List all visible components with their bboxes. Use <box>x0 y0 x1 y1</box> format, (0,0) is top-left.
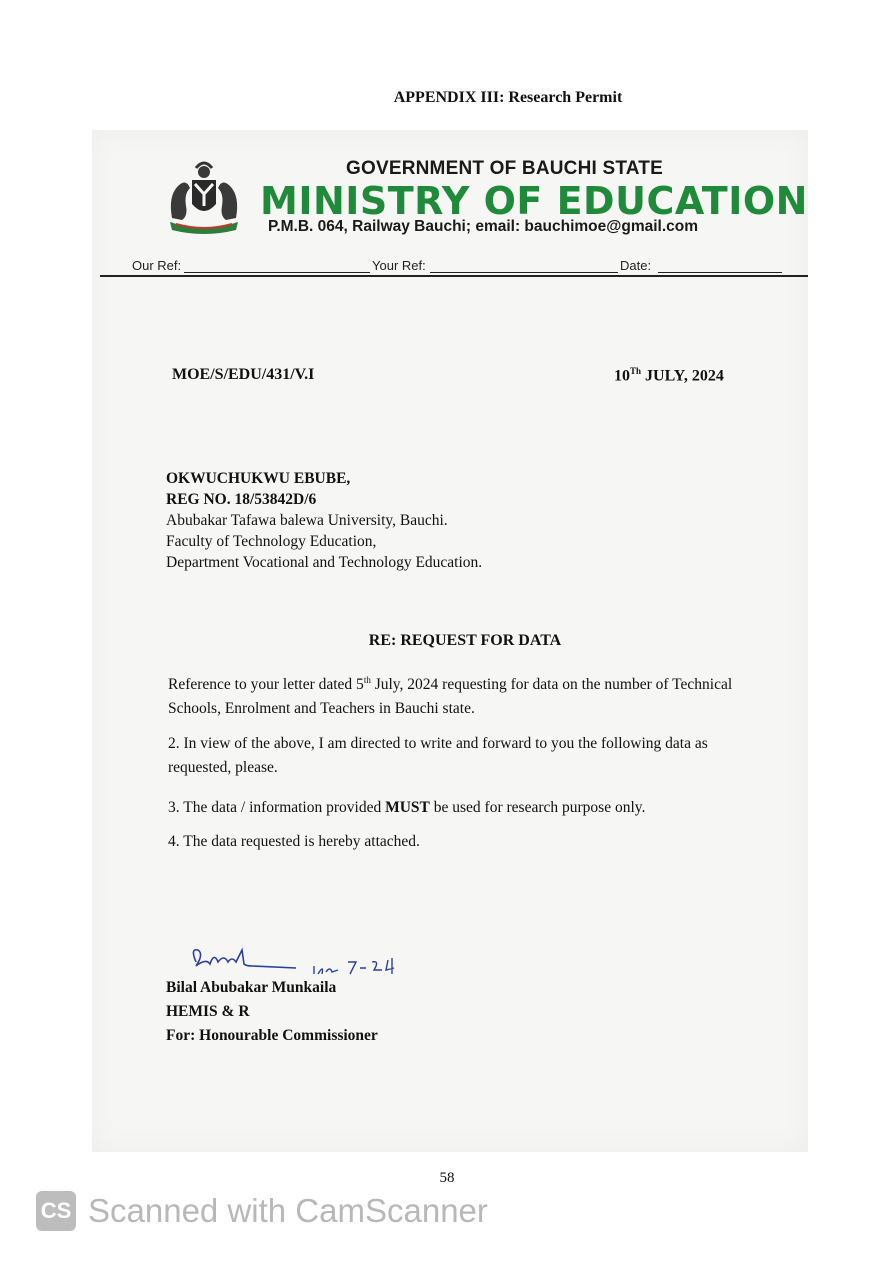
your-ref-blank <box>430 272 618 273</box>
date-day: 10 <box>614 367 630 385</box>
letter-date <box>614 366 724 385</box>
signatory-for: For: Honourable Commissioner <box>166 1027 378 1044</box>
p3-emphasis: MUST <box>385 799 430 816</box>
paragraph-3 <box>168 796 752 820</box>
signatory-block <box>166 976 378 1048</box>
date-rest: JULY, 2024 <box>641 367 724 385</box>
date-suffix: Th <box>630 366 642 376</box>
recipient-faculty: Faculty of Technology Education, <box>166 533 377 550</box>
camscanner-logo-icon: CS <box>36 1191 76 1231</box>
letter-subject: RE: REQUEST FOR DATA <box>368 632 562 649</box>
date-label: Date: <box>620 258 652 273</box>
signatory-name: Bilal Abubakar Munkaila <box>166 979 337 996</box>
letter-reference-number: MOE/S/EDU/431/V.I <box>172 366 315 383</box>
paragraph-2: 2. In view of the above, I am directed to write and forward to you the following data as requested, please. <box>168 735 708 776</box>
recipient-university: Abubakar Tafawa balewa University, Bauchi. <box>166 512 448 529</box>
letterhead-ministry: MINISTRY OF EDUCATION <box>260 179 808 223</box>
paragraph-1 <box>168 668 752 721</box>
recipient-reg-no: REG NO. 18/53842D/6 <box>166 491 317 508</box>
p1-text-b: July, 2024 requesting for data on the number of Technical Schools, Enrolment and Teachers in Bauchi state. <box>168 676 733 718</box>
signatory-unit: HEMIS & R <box>166 1003 250 1020</box>
date-blank <box>658 272 782 273</box>
our-ref-label: Our Ref: <box>132 258 182 273</box>
p1-text-a: Reference to your letter dated 5 <box>168 676 364 694</box>
recipient-block <box>166 468 482 573</box>
camscanner-watermark: Scanned with CamScanner <box>88 1192 488 1229</box>
handwritten-signature <box>166 940 426 980</box>
recipient-name: OKWUCHUKWU EBUBE, <box>166 470 351 487</box>
your-ref-label: Your Ref: <box>372 258 426 273</box>
coat-of-arms-icon <box>162 160 246 236</box>
letterhead-government: GOVERNMENT OF BAUCHI STATE <box>346 158 663 179</box>
appendix-title: APPENDIX III: Research Permit <box>393 89 623 106</box>
letterhead-address: P.M.B. 064, Railway Bauchi; email: bauchimoe@gmail.com <box>268 218 699 235</box>
p3-text-b: be used for research purpose only. <box>429 799 646 816</box>
p3-text-a: 3. The data / information provided <box>168 799 386 816</box>
p1-sup: th <box>363 675 371 685</box>
scanned-letter <box>92 130 808 1152</box>
header-rule <box>100 275 808 277</box>
reference-line <box>100 256 808 276</box>
page-number: 58 <box>439 1170 455 1186</box>
recipient-department: Department Vocational and Technology Education. <box>166 554 483 571</box>
paragraph-4: 4. The data requested is hereby attached. <box>168 833 420 850</box>
our-ref-blank <box>184 272 370 273</box>
